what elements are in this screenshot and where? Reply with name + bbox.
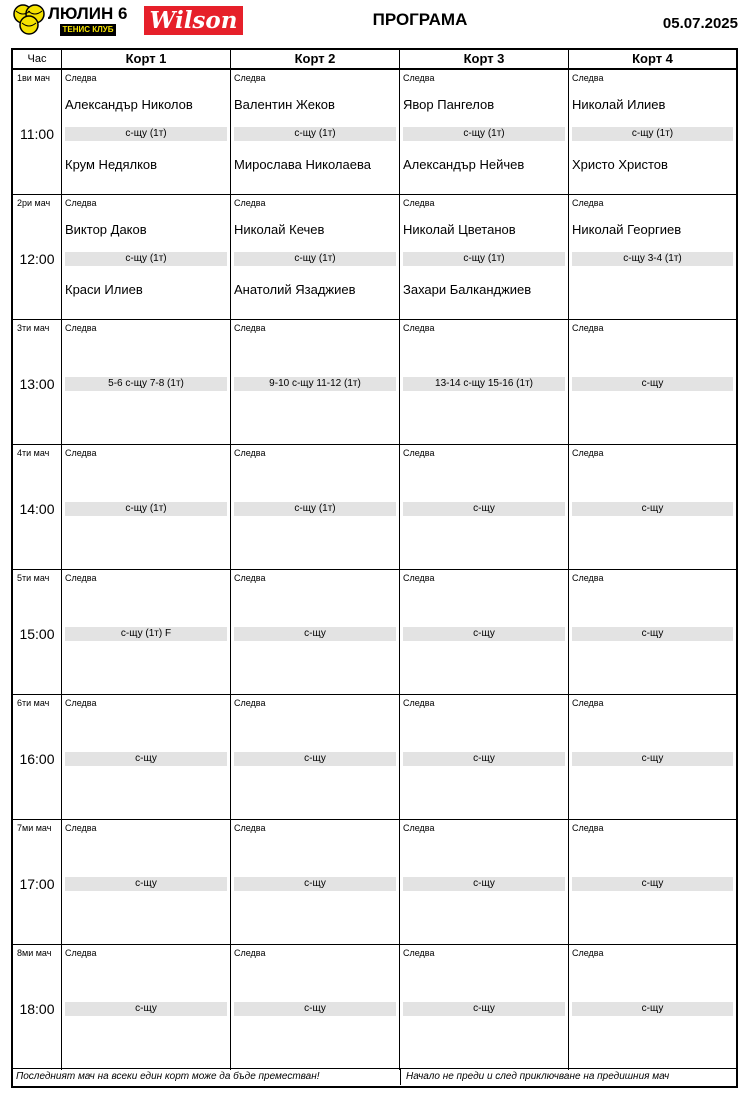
- next-label: Следва: [234, 73, 266, 83]
- schedule-row: [13, 570, 736, 695]
- next-label: Следва: [65, 73, 97, 83]
- schedule-row: [13, 320, 736, 445]
- court-4-header: Корт 4: [632, 51, 673, 66]
- footer-note-right: Начало не преди и след приключване на предишния мач: [406, 1071, 670, 1082]
- page-header: [0, 0, 750, 40]
- match-number-label: 2ри мач: [17, 198, 51, 208]
- match-time: 15:00: [19, 626, 55, 642]
- match-vs-bar: с-щу 3-4 (1т): [572, 252, 733, 266]
- match-vs-bar: с-щу: [403, 1002, 565, 1016]
- court-4-cell: [569, 945, 736, 1069]
- court-2-cell: [231, 945, 399, 1069]
- next-label: Следва: [65, 823, 97, 833]
- court-1-cell: [62, 570, 230, 694]
- schedule-date: 05.07.2025: [662, 15, 738, 32]
- court-3-cell: [400, 945, 568, 1069]
- next-label: Следва: [65, 323, 97, 333]
- next-label: Следва: [572, 823, 604, 833]
- player-one: Явор Пангелов: [403, 97, 495, 112]
- time-column-header: Час: [13, 50, 62, 68]
- next-label: Следва: [234, 448, 266, 458]
- next-label: Следва: [234, 573, 266, 583]
- court-2-cell: [231, 570, 399, 694]
- player-two: Христо Христов: [572, 157, 668, 172]
- next-label: Следва: [572, 698, 604, 708]
- match-time: 11:00: [20, 126, 54, 142]
- match-time: 18:00: [19, 1001, 55, 1017]
- match-vs-bar: с-щу (1т): [65, 502, 227, 516]
- match-vs-bar: с-щу (1т) F: [65, 627, 227, 641]
- table-footer: [13, 1068, 736, 1086]
- court-1-header: Корт 1: [62, 50, 231, 68]
- next-label: Следва: [65, 573, 97, 583]
- match-vs-bar: 5-6 с-щу 7-8 (1т): [65, 377, 227, 391]
- court-4-cell: [569, 570, 736, 694]
- next-label: Следва: [572, 73, 604, 83]
- footer-divider: [400, 1069, 401, 1085]
- court-4-cell: [569, 820, 736, 944]
- match-number-label: 5ти мач: [17, 573, 50, 583]
- schedule-row: [13, 195, 736, 320]
- match-vs-bar: с-щу (1т): [65, 127, 227, 141]
- match-time: 14:00: [19, 501, 55, 517]
- match-time: 17:00: [19, 876, 55, 892]
- court-4-cell: [569, 695, 736, 819]
- court-2-cell: [231, 320, 399, 444]
- match-number-label: 4ти мач: [17, 448, 50, 458]
- table-header-row: [13, 50, 736, 70]
- next-label: Следва: [403, 73, 435, 83]
- tennis-balls-logo-icon: [12, 3, 46, 37]
- match-vs-bar: с-щу: [65, 752, 227, 766]
- match-vs-bar: с-щу: [572, 877, 733, 891]
- column-divider: [399, 70, 400, 1070]
- match-number-label: 1ви мач: [17, 73, 50, 83]
- court-1-cell: [62, 945, 230, 1069]
- player-two: Захари Балканджиев: [403, 282, 532, 297]
- page-title: ПРОГРАМА: [372, 10, 468, 29]
- schedule-row: [13, 70, 736, 195]
- court-1-cell: [62, 195, 230, 319]
- player-two: Анатолий Язаджиев: [234, 282, 356, 297]
- match-vs-bar: с-щу (1т): [403, 252, 565, 266]
- match-vs-bar: с-щу (1т): [234, 502, 396, 516]
- match-vs-bar: с-щу: [234, 1002, 396, 1016]
- court-3-header: Корт 3: [400, 50, 569, 68]
- next-label: Следва: [234, 698, 266, 708]
- next-label: Следва: [572, 198, 604, 208]
- match-vs-bar: с-щу: [234, 627, 396, 641]
- next-label: Следва: [234, 198, 266, 208]
- schedule-row: [13, 945, 736, 1070]
- match-vs-bar: с-щу: [234, 877, 396, 891]
- court-3-cell: [400, 695, 568, 819]
- club-subtitle: ТЕНИС КЛУБ: [60, 24, 116, 36]
- court-1-cell: [62, 445, 230, 569]
- match-number-label: 3ти мач: [17, 323, 50, 333]
- next-label: Следва: [403, 198, 435, 208]
- next-label: Следва: [65, 948, 97, 958]
- match-vs-bar: с-щу: [65, 1002, 227, 1016]
- next-label: Следва: [234, 948, 266, 958]
- court-3-cell: [400, 820, 568, 944]
- court-3-cell: [400, 70, 568, 194]
- match-vs-bar: с-щу (1т): [234, 252, 396, 266]
- schedule-table: [11, 48, 738, 1088]
- player-two: Мирослава Николаева: [234, 157, 371, 172]
- player-two: Александър Нейчев: [403, 157, 525, 172]
- player-one: Николай Георгиев: [572, 222, 682, 237]
- next-label: Следва: [65, 198, 97, 208]
- next-label: Следва: [234, 823, 266, 833]
- court-4-cell: [569, 195, 736, 319]
- player-one: Николай Кечев: [234, 222, 325, 237]
- schedule-row: [13, 695, 736, 820]
- match-number-label: 6ти мач: [17, 698, 50, 708]
- court-2-header: Корт 2: [231, 50, 400, 68]
- next-label: Следва: [234, 323, 266, 333]
- club-name: ЛЮЛИН 6: [48, 4, 128, 23]
- match-vs-bar: с-щу: [572, 1002, 733, 1016]
- match-vs-bar: с-щу: [234, 752, 396, 766]
- court-2-cell: [231, 445, 399, 569]
- court-3-cell: [400, 195, 568, 319]
- court-4-cell: [569, 320, 736, 444]
- match-vs-bar: с-щу: [403, 877, 565, 891]
- schedule-row: [13, 445, 736, 570]
- match-number-label: 7ми мач: [17, 823, 52, 833]
- match-time: 13:00: [19, 376, 55, 392]
- match-vs-bar: с-щу (1т): [403, 127, 565, 141]
- player-one: Николай Илиев: [572, 97, 666, 112]
- match-vs-bar: с-щу (1т): [572, 127, 733, 141]
- footer-note-left: Последният мач на всеки един корт може да бъде преместван!: [16, 1071, 320, 1082]
- court-1-cell: [62, 820, 230, 944]
- match-vs-bar: с-щу: [572, 752, 733, 766]
- player-one: Валентин Жеков: [234, 97, 335, 112]
- next-label: Следва: [403, 948, 435, 958]
- match-vs-bar: с-щу: [403, 502, 565, 516]
- column-divider: [230, 70, 231, 1070]
- match-vs-bar: с-щу (1т): [65, 252, 227, 266]
- column-divider: [568, 70, 569, 1070]
- court-2-cell: [231, 70, 399, 194]
- next-label: Следва: [572, 448, 604, 458]
- court-4-cell: [569, 70, 736, 194]
- match-vs-bar: с-щу: [65, 877, 227, 891]
- next-label: Следва: [403, 323, 435, 333]
- match-time: 16:00: [19, 751, 55, 767]
- player-two: Краси Илиев: [65, 282, 143, 297]
- court-1-cell: [62, 70, 230, 194]
- next-label: Следва: [403, 698, 435, 708]
- match-vs-bar: с-щу: [403, 752, 565, 766]
- court-2-cell: [231, 695, 399, 819]
- next-label: Следва: [65, 448, 97, 458]
- next-label: Следва: [572, 573, 604, 583]
- match-vs-bar: 9-10 с-щу 11-12 (1т): [234, 377, 396, 391]
- court-2-cell: [231, 820, 399, 944]
- player-one: Виктор Даков: [65, 222, 147, 237]
- player-two: Крум Недялков: [65, 157, 158, 172]
- sponsor-logo: Wilson: [144, 6, 243, 35]
- match-time: 12:00: [19, 251, 55, 267]
- next-label: Следва: [403, 823, 435, 833]
- next-label: Следва: [403, 573, 435, 583]
- court-2-cell: [231, 195, 399, 319]
- court-3-cell: [400, 570, 568, 694]
- match-vs-bar: с-щу (1т): [234, 127, 396, 141]
- court-1-cell: [62, 695, 230, 819]
- match-vs-bar: 13-14 с-щу 15-16 (1т): [403, 377, 565, 391]
- court-1-cell: [62, 320, 230, 444]
- player-one: Александър Николов: [65, 97, 193, 112]
- match-number-label: 8ми мач: [17, 948, 52, 958]
- next-label: Следва: [65, 698, 97, 708]
- player-one: Николай Цветанов: [403, 222, 516, 237]
- match-vs-bar: с-щу: [572, 502, 733, 516]
- court-3-cell: [400, 445, 568, 569]
- schedule-row: [13, 820, 736, 945]
- match-vs-bar: с-щу: [403, 627, 565, 641]
- court-4-cell: [569, 445, 736, 569]
- next-label: Следва: [403, 448, 435, 458]
- next-label: Следва: [572, 948, 604, 958]
- court-3-cell: [400, 320, 568, 444]
- column-divider: [61, 70, 62, 1070]
- match-vs-bar: с-щу: [572, 627, 733, 641]
- match-vs-bar: с-щу: [572, 377, 733, 391]
- next-label: Следва: [572, 323, 604, 333]
